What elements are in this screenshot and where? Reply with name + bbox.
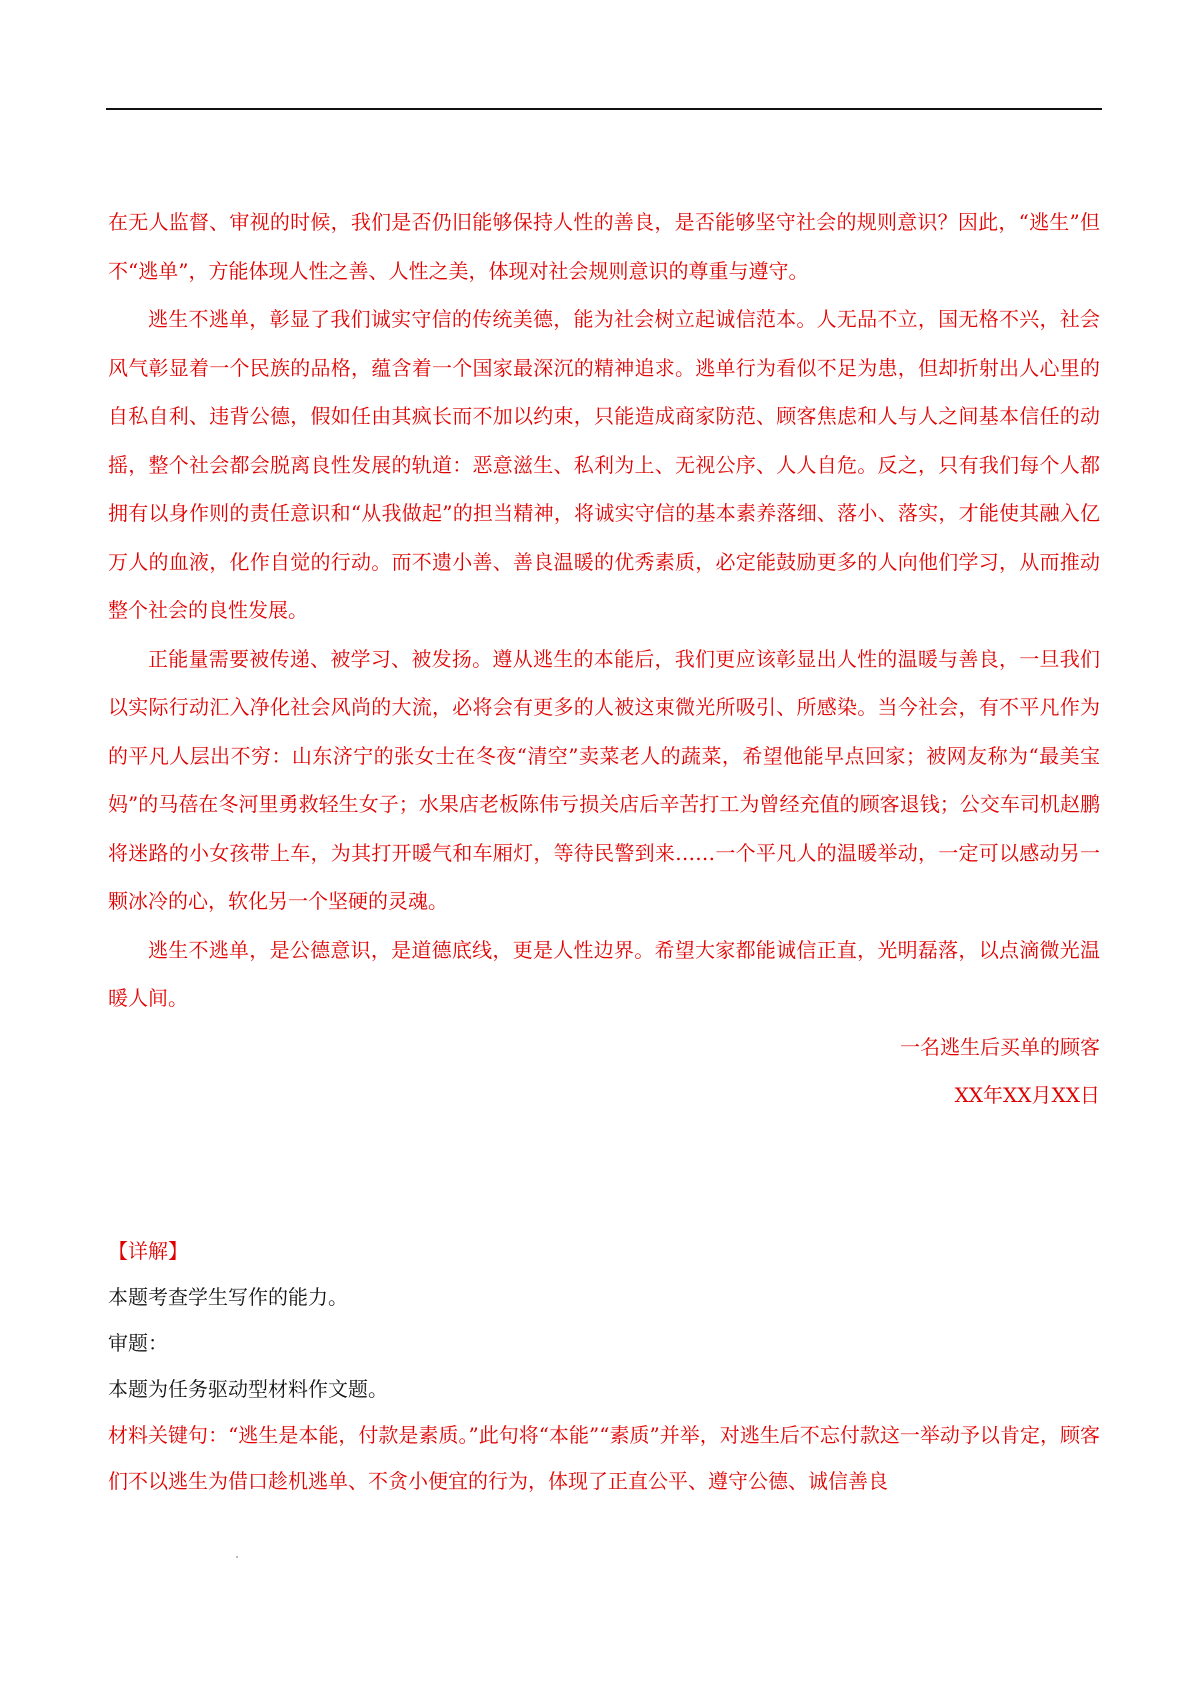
detail-heading: 【详解】 <box>108 1239 188 1263</box>
essay-paragraph-4: 逃生不逃单，是公德意识，是道德底线，更是人性边界。希望大家都能诚信正直，光明磊落，以点滴微光温暖人间。 <box>108 937 1100 1010</box>
stray-dot-mark <box>236 1556 238 1558</box>
detail-line-1: 本题考查学生写作的能力。 <box>108 1285 348 1309</box>
detail-section <box>108 1228 1100 1504</box>
essay-signature: 一名逃生后买单的顾客 <box>900 1034 1100 1059</box>
detail-line-2: 审题： <box>108 1331 168 1355</box>
essay-paragraph-2: 逃生不逃单，彰显了我们诚实守信的传统美德，能为社会树立起诚信范本。人无品不立，国无格不兴，社会风气彰显着一个民族的品格，蕴含着一个国家最深沉的精神追求。逃单行为看似不足为患，但却折射出人心里的自私自利、违背公德，假如任由其疯长而不加以约束，只能造成商家防范、顾客焦虑和人与人之间基本信任的动摇，整个社会都会脱离良性发展的轨道：恶意滋生、私利为上、无视公序、人人自危。反之，只有我们每个人都拥有以身作则的责任意识和“从我做起”的担当精神，将诚实守信的基本素养落细、落小、落实，才能使其融入亿万人的血液，化作自觉的行动。而不遗小善、善良温暖的优秀素质，必定能鼓励更多的人向他们学习，从而推动整个社会的良性发展。 <box>108 307 1100 622</box>
header-rule <box>106 108 1102 110</box>
essay-date: XX年XX月XX日 <box>954 1083 1100 1107</box>
essay-paragraph-1: 在无人监督、审视的时候，我们是否仍旧能够保持人性的善良，是否能够坚守社会的规则意识？因此，“逃生”但不“逃单”，方能体现人性之善、人性之美，体现对社会规则意识的尊重与遵守。 <box>108 210 1100 283</box>
detail-line-4: 材料关键句：“逃生是本能，付款是素质。”此句将“本能”“素质”并举，对逃生后不忘付款这一举动予以肯定，顾客们不以逃生为借口趁机逃单、不贪小便宜的行为，体现了正直公平、遵守公德、诚信善良 <box>108 1423 1100 1493</box>
detail-line-3: 本题为任务驱动型材料作文题。 <box>108 1377 388 1401</box>
essay-body <box>108 198 1100 1120</box>
essay-paragraph-3: 正能量需要被传递、被学习、被发扬。遵从逃生的本能后，我们更应该彰显出人性的温暖与善良，一旦我们以实际行动汇入净化社会风尚的大流，必将会有更多的人被这束微光所吸引、所感染。当今社会，有不平凡作为的平凡人层出不穷：山东济宁的张女士在冬夜“清空”卖菜老人的蔬菜，希望他能早点回家；被网友称为“最美宝妈”的马蓓在冬河里勇救轻生女子；水果店老板陈伟亏损关店后辛苦打工为曾经充值的顾客退钱；公交车司机赵鹏将迷路的小女孩带上车，为其打开暖气和车厢灯，等待民警到来……一个平凡人的温暖举动，一定可以感动另一颗冰冷的心，软化另一个坚硬的灵魂。 <box>108 646 1100 913</box>
